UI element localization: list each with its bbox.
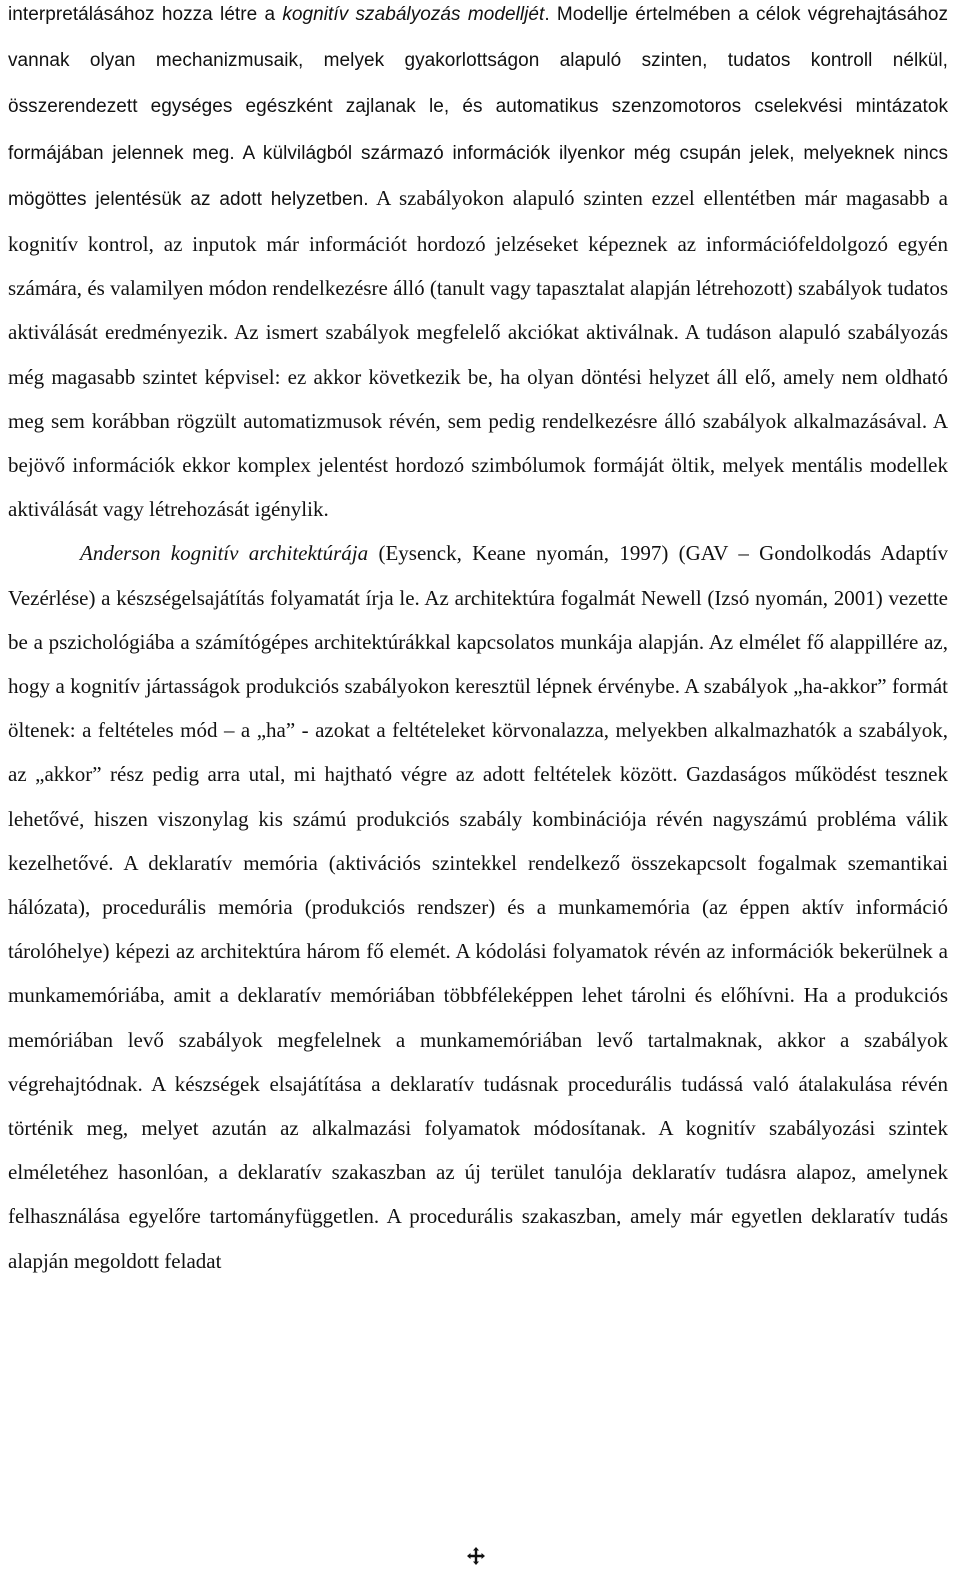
paragraph1-serif-body: A szabályokon alapuló szinten ezzel ellentétben már magasabb a kognitív kontrol, az inputok már információt hordozó jelzéseket képeznek az információfeldolgozó egyén számára, és valamilyen módon rendelkezésre álló (tanult vagy tapasztalat alapján létrehozott) szabályok tudatos aktiválását eredményezik. Az ismert szabályok megfelelő akciókat aktiválnak. A tudáson alapuló szabályozás még magasabb szintet képvisel: ez akkor következik be, ha olyan döntési helyzet áll elő, amely nem oldható meg sem korábban rögzült automatizmusok révén, sem pedig rendelkezésre álló szabályok alkalmazásával. A bejövő információk ekkor komplex jelentést hordozó szimbólumok formáját öltik, melyek mentális modellek aktiválását vagy létrehozását igénylik. <box>8 185 949 522</box>
paragraph1-lead: interpretálásához hozza létre a <box>8 4 283 25</box>
paragraph2-body: (Eysenck, Keane nyomán, 1997) (GAV – Gondolkodás Adaptív Vezérlése) a készségelsajátítás folyamatát írja le. Az architektúra fogalmát Newell (Izsó nyomán, 2001) vezette be a pszichológiába a számítógépes architektúrákkal kapcsolatos munkája alapján. Az elmélet fő alappillére az, hogy a kognitív jártasságok produkciós szabályokon keresztül lépnek érvénybe. A szabályok „ha-akkor” formát öltenek: a feltételes mód – a „ha” - azokat a feltételeket körvonalazza, melyekben alkalmazhatók a szabályok, az „akkor” rész pedig arra utal, mi hajtható végre az adott feltételek között. Gazdaságos működést tesznek lehetővé, hiszen viszonylag kis számú produkciós szabály kombinációja révén nagyszámú probléma válik kezelhetővé. A deklaratív memória (aktivációs szintekkel rendelkező összekapcsolt fogalmak szemantikai hálózata), procedurális memória (produkciós rendszer) és a munkamemória (az éppen aktív információ tárolóhelye) képezi az architektúra három fő elemét. A kódolási folyamatok révén az információk bekerülnek a munkamemóriába, amit a deklaratív memóriában többféleképpen lehet tárolni és előhívni. Ha a produkciós memóriában levő szabályok megfelelnek a munkamemóriában levő tartalmaknak, akkor a szabályok végrehajtódnak. A készségek elsajátítása a deklaratív tudásnak procedurális tudássá való átalakulása révén történik meg, melyet azután az alkalmazási folyamatok módosítanak. A kognitív szabályozási szintek elméletéhez hasonlóan, a deklaratív szakaszban az új terület tanulója deklaratív tudásra alapoz, amelynek felhasználása egyelőre tartományfüggetlen. A procedurális szakaszban, amely már egyetlen deklaratív tudás alapján megoldott feladat <box>8 541 948 1273</box>
document-page <box>8 0 948 1283</box>
paragraph1-sans-body: . Modellje értelmében a célok végrehajtásához vannak olyan mechanizmusaik, melyek gyakorlottságon alapuló szinten, tudatos kontroll nélkül, összerendezett egységes egészként zajlanak le, és automatikus szenzomotoros cselekvési mintázatok formájában jelennek meg. A külvilágból származó információk ilyenkor még csupán jelek, melyeknek nincs mögöttes jelentésük az adott helyzetben. <box>8 4 948 210</box>
anderson-title-italic: Anderson kognitív architektúrája <box>80 541 369 566</box>
paragraph-cognitive-regulation <box>8 0 948 531</box>
model-name-italic: kognitív szabályozás modelljét <box>282 4 545 25</box>
paragraph-anderson-architecture <box>8 531 948 1282</box>
move-cursor-icon <box>467 1547 485 1565</box>
paragraph1-text <box>8 4 948 210</box>
